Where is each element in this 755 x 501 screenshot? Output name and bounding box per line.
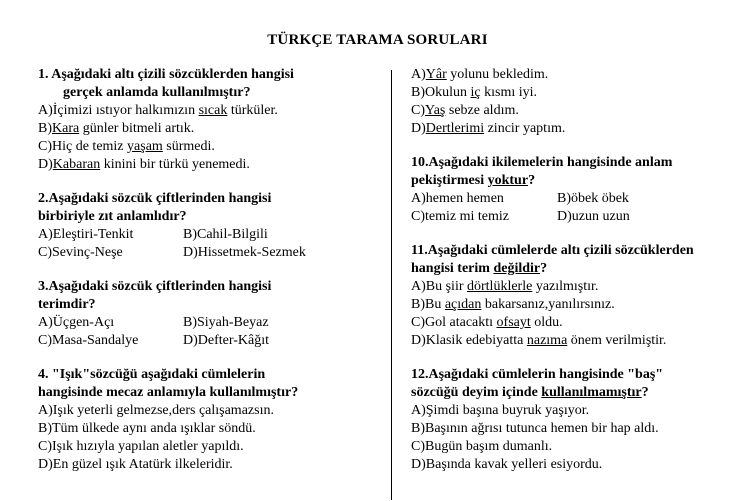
option-b[interactable] [38, 120, 383, 138]
question-12-stem [411, 366, 751, 402]
underlined-word: değildir [493, 261, 541, 276]
option-b[interactable] [411, 84, 751, 102]
question-3 [38, 278, 383, 350]
underlined-word: Kabaran [52, 157, 101, 172]
question-9-options [411, 66, 751, 138]
option-text: sürmedi. [162, 139, 215, 154]
question-3-stem-line2: terimdir? [38, 297, 96, 312]
option-text: D)Klasik edebiyatta [411, 333, 527, 348]
option-text: bakarsanız,yanılırsınız. [481, 297, 615, 312]
stem-text: hangisi terim [411, 261, 494, 276]
option-c[interactable]: C)Işık hızıyla yapılan aletler yapıldı. [38, 439, 244, 454]
underlined-word: yoktur [487, 173, 529, 188]
question-10-stem [411, 154, 751, 190]
option-text: C)Gol atacaktı [411, 315, 497, 330]
option-text: D) [411, 121, 426, 136]
options-row [411, 208, 751, 226]
underlined-word: dörtlüklerle [467, 279, 533, 294]
option-text: yazılmıştır. [532, 279, 599, 294]
stem-text: ? [641, 385, 649, 400]
underlined-word: nazıma [526, 333, 568, 348]
question-3-stem [38, 278, 383, 314]
underlined-word: yaşam [127, 139, 163, 154]
question-4 [38, 366, 383, 474]
question-2-stem-line2: birbiriyle zıt anlamlıdır? [38, 209, 187, 224]
option-text: D) [38, 157, 53, 172]
question-4-stem-line1: 4. "Işık"sözcüğü aşağıdaki cümlelerin [38, 367, 266, 382]
option-text: B) [38, 121, 52, 136]
underlined-word: ofsayt [496, 315, 531, 330]
option-d[interactable]: D)uzun uzun [557, 209, 630, 224]
underlined-word: sıcak [198, 103, 228, 118]
question-1-stem-line2: gerçek anlamda kullanılmıştır? [63, 85, 251, 100]
option-d[interactable]: D)En güzel ışık Atatürk ilkeleridir. [38, 457, 233, 472]
option-text: A) [411, 67, 426, 82]
question-1-stem-line1: 1. Aşağıdaki altı çizili sözcüklerden hangisi [38, 67, 294, 82]
option-a[interactable]: A)Üçgen-Açı [38, 315, 115, 330]
question-12 [411, 366, 751, 474]
option-a[interactable]: A)Eleştiri-Tenkit [38, 227, 134, 242]
option-a[interactable] [411, 66, 751, 84]
option-d[interactable]: D)Başında kavak yelleri esiyordu. [411, 457, 603, 472]
left-column [38, 66, 383, 490]
option-a[interactable]: A)Şimdi başına buyruk yaşıyor. [411, 403, 590, 418]
option-c[interactable] [38, 138, 383, 156]
question-11 [411, 242, 751, 350]
option-b[interactable]: B)Cahil-Bilgili [183, 227, 268, 242]
option-text: A)Bu şiir [411, 279, 467, 294]
option-c[interactable] [411, 314, 751, 332]
question-10-stem-line1: 10.Aşağıdaki ikilemelerin hangisinde anlam [411, 155, 673, 170]
underlined-word: kullanılmamıştır [541, 385, 642, 400]
page-title: TÜRKÇE TARAMA SORULARI [267, 32, 488, 48]
question-4-stem-line2: hangisinde mecaz anlamıyla kullanılmıştır? [38, 385, 299, 400]
option-c[interactable]: C)temiz mi temiz [411, 209, 509, 224]
option-b[interactable] [411, 296, 751, 314]
option-b[interactable]: B)Tüm ülkede aynı anda ışıklar söndü. [38, 421, 256, 436]
option-c[interactable]: C)Masa-Sandalye [38, 333, 139, 348]
option-a[interactable] [38, 102, 383, 120]
option-text: günler bitmeli artık. [79, 121, 195, 136]
options-row [411, 190, 751, 208]
option-text: C)Hiç de temiz [38, 139, 128, 154]
option-text: C) [411, 103, 425, 118]
stem-text: ? [540, 261, 548, 276]
option-b[interactable]: B)öbek öbek [557, 191, 629, 206]
stem-text: sözcüğü deyim içinde [411, 385, 542, 400]
question-2-stem-line1: 2.Aşağıdaki sözcük çiftlerinden hangisi [38, 191, 272, 206]
question-1-stem [38, 66, 383, 102]
option-d[interactable] [411, 120, 751, 138]
question-11-stem-line1: 11.Aşağıdaki cümlelerde altı çizili sözcüklerden [411, 243, 694, 258]
question-11-stem [411, 242, 751, 278]
option-c[interactable]: C)Bugün başım dumanlı. [411, 439, 553, 454]
question-2-stem [38, 190, 383, 226]
option-b[interactable]: B)Başının ağrısı tutunca hemen bir hap aldı. [411, 421, 659, 436]
options-row [38, 332, 383, 350]
option-a[interactable]: A)Işık yeterli gelmezse,ders çalışamazsın. [38, 403, 274, 418]
question-4-stem [38, 366, 383, 402]
options-row [38, 244, 383, 262]
question-1 [38, 66, 383, 174]
option-text: kısmı iyi. [480, 85, 538, 100]
option-c[interactable] [411, 102, 751, 120]
options-row [38, 314, 383, 332]
option-c[interactable]: C)Sevinç-Neşe [38, 245, 123, 260]
option-a[interactable]: A)hemen hemen [411, 191, 504, 206]
option-text: B)Okulun [411, 85, 471, 100]
option-text: sebze aldım. [445, 103, 519, 118]
option-text: oldu. [530, 315, 563, 330]
option-text: B)Bu [411, 297, 445, 312]
option-text: zincir yaptım. [484, 121, 566, 136]
question-12-stem-line1: 12.Aşağıdaki cümlelerin hangisinde "baş" [411, 367, 664, 382]
option-b[interactable]: B)Siyah-Beyaz [183, 315, 269, 330]
underlined-word: açıdan [444, 297, 482, 312]
option-d[interactable] [411, 332, 751, 350]
stem-text: ? [528, 173, 536, 188]
underlined-word: Dertlerimi [425, 121, 485, 136]
option-d[interactable]: D)Defter-Kâğıt [183, 333, 270, 348]
column-divider [391, 70, 392, 500]
option-a[interactable] [411, 278, 751, 296]
options-row [38, 226, 383, 244]
option-text: yolunu bekledim. [446, 67, 549, 82]
question-10 [411, 154, 751, 226]
question-2 [38, 190, 383, 262]
underlined-word: iç [470, 85, 481, 100]
stem-text: pekiştirmesi [411, 173, 488, 188]
underlined-word: Yaş [425, 103, 446, 118]
right-column [411, 66, 751, 490]
question-3-stem-line1: 3.Aşağıdaki sözcük çiftlerinden hangisi [38, 279, 272, 294]
option-d[interactable]: D)Hissetmek-Sezmek [183, 245, 306, 260]
option-text: türküler. [227, 103, 278, 118]
option-text: kinini bir türkü yenemedi. [100, 157, 250, 172]
option-d[interactable] [38, 156, 383, 174]
option-text: A)İçimizi ıstıyor halkımızın [38, 103, 199, 118]
option-text: önem verilmiştir. [567, 333, 667, 348]
underlined-word: Yâr [425, 67, 447, 82]
underlined-word: Kara [52, 121, 80, 136]
